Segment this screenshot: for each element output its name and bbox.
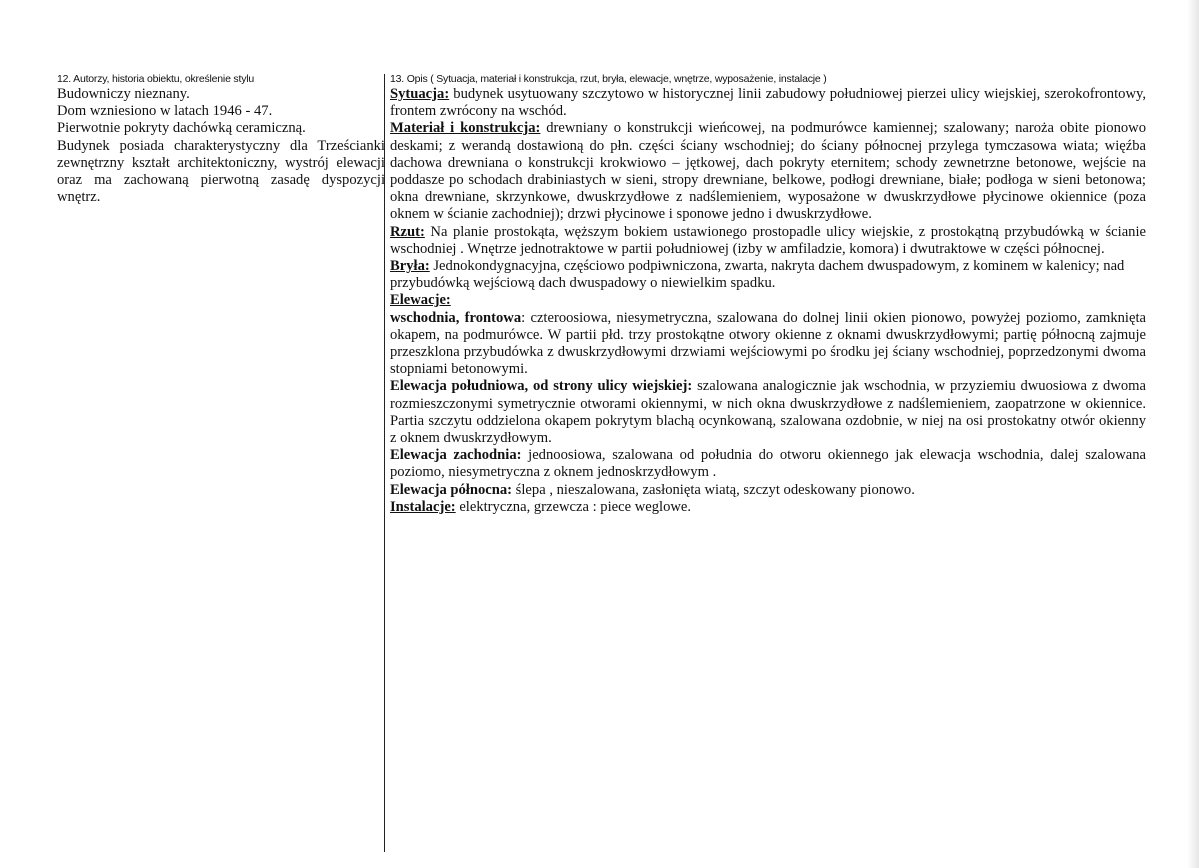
- situation-paragraph: Sytuacja: budynek usytuowany szczytowo w historycznej linii zabudowy południowej pierzei ulicy wiejskiej, szerokofrontowy, frontem zwrócony na wschód.: [390, 86, 1146, 120]
- section-12-header: 12. Autorzy, historia obiektu, określenie stylu: [57, 73, 255, 85]
- west-elevation-paragraph: Elewacja zachodnia: jednoosiowa, szalowana od południa do otworu okiennego jak elewacja wschodnia, dalej szalowana poziomo, niesymetryczna z oknem jednoskrzydłowym .: [390, 447, 1146, 481]
- south-elevation-paragraph: Elewacja południowa, od strony ulicy wiejskiej: szalowana analogicznie jak wschodnia, w przyziemiu dwuosiowa z dwoma rozmieszczonymi symetrycznie otworami okiennymi, w nich okna dwuskrzydłowe z nadślemieniem, zaopatrzone w okiennice. Partia szczytu oddzielona okapem pokrytym blachą ocynkowaną, szalowana ozdobnie, w niej na osi prostokatny otwór okienny z oknem dwuskrzydłowym.: [390, 378, 1146, 447]
- elevations-heading: Elewacje:: [390, 292, 451, 309]
- massing-paragraph: Bryła: Jednokondygnacyjna, częściowo podpiwniczona, zwarta, nakryta dachem dwuspadowym, z kominem w kalenicy; nad przybudówką wejściową dach dwuspadowy o niewielkim spadku.: [390, 258, 1125, 292]
- authors-history-column: [57, 72, 385, 206]
- builder-line: Budowniczy nieznany.: [57, 86, 190, 102]
- east-elevation-paragraph: wschodnia, frontowa: czteroosiowa, niesymetryczna, szalowana do dolnej linii okien pionowo, powyżej poziomo, zamknięta okapem, na podmurówce. W partii płd. trzy prostokątne otwory okienne z oknami dwuskrzydłowymi; partię północną zajmuje przeszklona przybudówka z dwuskrzydłowymi drzwiami wejściowymi po środku jej ściany wschodniej, poprzedzonymi dwoma stopniami betonowymi.: [390, 309, 1146, 378]
- description-column: [390, 72, 1146, 516]
- style-paragraph: Budynek posiada charakterystyczny dla Trześcianki zewnętrzny kształt architektoniczny, wystrój elewacji oraz ma zachowaną pierwotną zasadę dyspozycji wnętrz.: [57, 137, 385, 206]
- north-elevation-paragraph: Elewacja północna: ślepa , nieszalowana, zasłonięta wiatą, szczyt odeskowany pionowo.: [390, 481, 915, 498]
- scan-edge: [1187, 0, 1199, 868]
- plan-paragraph: Rzut: Na planie prostokąta, węższym bokiem ustawionego prostopadle ulicy wiejskie, z prostokątną przybudówką w ścianie wschodniej . Wnętrze jednotraktowe w partii południowej (izby w amfiladzie, komora) i dwutraktowe w części północnej.: [390, 223, 1146, 257]
- installations-paragraph: Instalacje: elektryczna, grzewcza : piece weglowe.: [390, 498, 692, 515]
- roof-line: Pierwotnie pokryty dachówką ceramiczną.: [57, 120, 306, 137]
- material-paragraph: Materiał i konstrukcja: drewniany o konstrukcji wieńcowej, na podmurówce kamiennej; szalowany; naroża obite pionowo deskami; z werandą dostawioną do płn. części ściany wschodniej; do ściany północnej przylega tymczasowa wiata; więźba dachowa drewniana o konstrukcji krokwiowo – jętkowej, dach pokryty eternitem; schody zewnetrzne betonowe, wejście na poddasze po schodach drabiniastych w sieni, stropy drewniane, belkowe, podłogi drewniane, białe; podłoga w sieni betonowa; okna drewniane, skrzynkowe, dwuskrzydłowe z nadślemieniem, wyposażone w dwuskrzydłowe płycinowe okiennice (poza oknem w ścianie zachodniej); drzwi płycinowe i sponowe jedno i dwuskrzydłowe.: [390, 120, 1146, 223]
- date-line: Dom wzniesiono w latach 1946 - 47.: [57, 103, 273, 120]
- section-13-header: 13. Opis ( Sytuacja, materiał i konstrukcja, rzut, bryła, elewacje, wnętrze, wyposażenie, instalacje ): [390, 73, 827, 85]
